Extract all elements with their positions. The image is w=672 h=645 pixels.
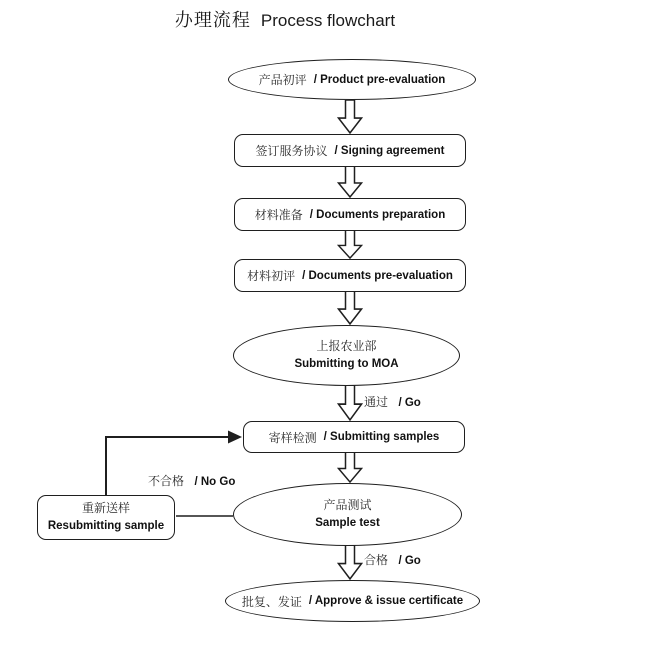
- node-label-zh: 重新送样: [81, 501, 130, 516]
- down-block-arrow-icon: [337, 452, 363, 483]
- node-resubmitting-sample: [37, 495, 175, 540]
- node-label-en: / Signing agreement: [334, 144, 445, 157]
- node-approve-issue-certificate: [225, 580, 480, 622]
- edge-label-zh: 通过: [364, 395, 389, 409]
- feedback-arrowhead-icon: [228, 431, 242, 444]
- node-label-zh: 产品初评: [258, 73, 307, 87]
- node-label-zh: 寄样检测: [268, 430, 317, 445]
- edge-label-pass: [364, 393, 421, 411]
- down-block-arrow-icon: [337, 291, 363, 325]
- node-label-en: / Submitting samples: [323, 431, 440, 443]
- node-label-zh: 签订服务协议: [255, 144, 328, 158]
- node-label-en: / Documents pre-evaluation: [302, 269, 453, 282]
- edge-label-en: / Go: [398, 555, 421, 567]
- node-label-en: Sample test: [315, 516, 380, 529]
- edge-label-no-go: [148, 472, 235, 490]
- down-block-arrow-icon: [337, 100, 363, 134]
- node-label-zh: 材料准备: [254, 208, 303, 222]
- node-label-en: Resubmitting sample: [47, 519, 165, 532]
- page-title-en: Process flowchart: [260, 11, 396, 30]
- down-block-arrow-icon: [337, 385, 363, 421]
- node-submitting-samples: [243, 421, 465, 453]
- node-signing-agreement: [234, 134, 466, 167]
- edge-label-en: / Go: [398, 397, 421, 409]
- node-label-en: / Approve & issue certificate: [308, 595, 464, 607]
- edge-label-zh: 合格: [364, 553, 389, 567]
- node-sample-test: [233, 483, 462, 546]
- node-label-zh: 上报农业部: [316, 339, 377, 354]
- node-documents-preparation: [234, 198, 466, 231]
- down-block-arrow-icon: [337, 166, 363, 198]
- node-label-zh: 材料初评: [247, 269, 296, 283]
- page-title-zh: 办理流程: [174, 10, 251, 30]
- edge-label-qualified: [364, 551, 421, 569]
- down-block-arrow-icon: [337, 230, 363, 259]
- node-product-pre-evaluation: [228, 59, 476, 100]
- node-documents-pre-evaluation: [234, 259, 466, 292]
- node-submitting-to-moa: [233, 325, 460, 386]
- node-label-zh: 批复、发证: [241, 594, 302, 609]
- node-label-en: Submitting to MOA: [294, 357, 399, 370]
- down-block-arrow-icon: [337, 545, 363, 580]
- node-label-en: / Documents preparation: [309, 208, 446, 221]
- edge-label-zh: 不合格: [148, 474, 185, 488]
- node-label-en: / Product pre-evaluation: [313, 73, 446, 86]
- node-label-zh: 产品测试: [323, 498, 372, 513]
- edge-label-en: / No Go: [194, 476, 236, 488]
